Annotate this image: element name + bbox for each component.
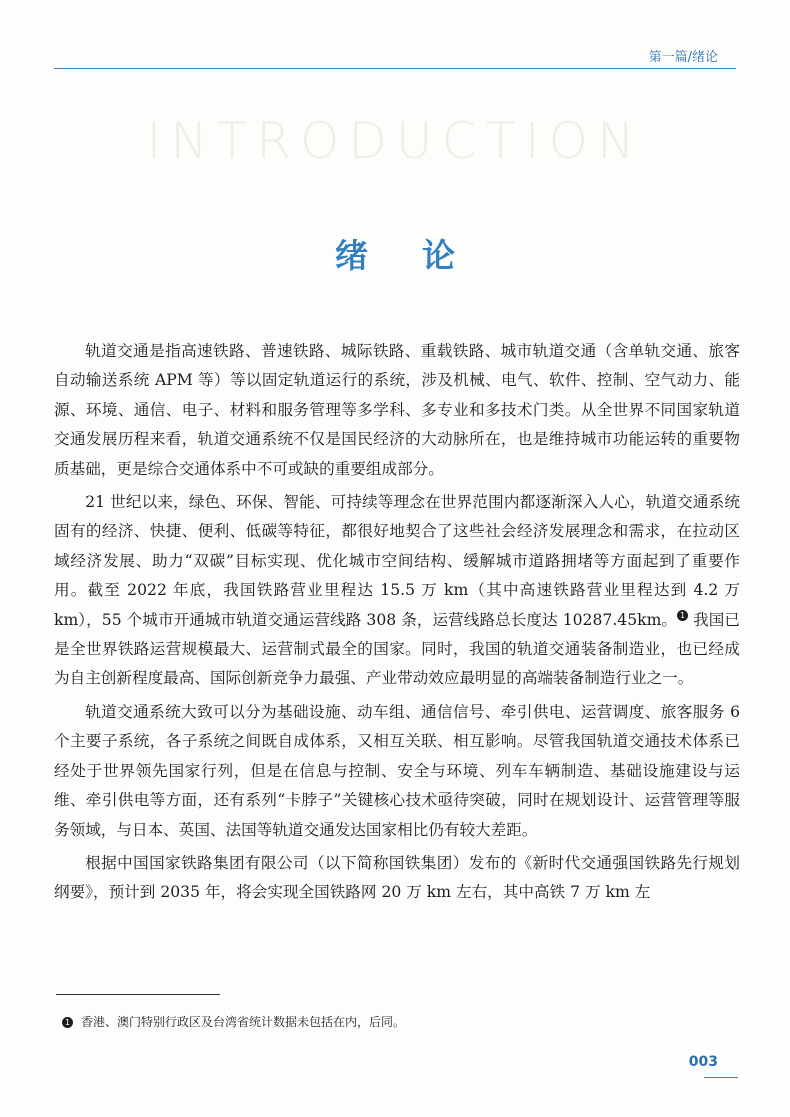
footnote-text: 香港、澳门特别行政区及台湾省统计数据未包括在内，后同。: [81, 1015, 406, 1029]
background-word: INTRODUCTION: [146, 112, 644, 170]
paragraph-3: 轨道交通系统大致可以分为基础设施、动车组、通信信号、牵引供电、运营调度、旅客服务 6 个主要子系统，各子系统之间既自成体系，又相互关联、相互影响。尽管我国轨道交通技术体系已经处于世界领先国家行列，但是在信息与控制、安全与环境、列车车辆制造、基础设施建设与运维、牵引供电等方面，还有系列“卡脖子”关键核心技术亟待突破，同时在规划设计、运营管理等服务领域，与日本、英国、法国等轨道交通发达国家相比仍有较大差距。: [54, 702, 740, 839]
page-number: 003: [688, 1054, 718, 1070]
running-header: 第一篇/绪论: [648, 50, 718, 65]
footnote-divider: [56, 994, 220, 995]
footnote-marker: 1: [677, 610, 688, 621]
footnote: [62, 1013, 405, 1030]
page-number-underline: [704, 1077, 738, 1078]
paragraph-2-text: 21 世纪以来，绿色、环保、智能、可持续等理念在世界范围内都逐渐深入人心，轨道交通系统固有的经济、快捷、便利、低碳等特征，都很好地契合了这些社会经济发展理念和需求，在拉动区域经济发展、助力“双碳”目标实现、优化城市空间结构、缓解城市道路拥堵等方面起到了重要作用。截至 2022 年底，我国铁路营业里程达 15.5 万 km（其中高速铁路营业里程达到 4.2 万 km），55 个城市开通城市轨道交通运营线路 308 条，运营线路总长度达 10287.45km。: [54, 493, 740, 629]
footnote-marker-bottom: 1: [62, 1017, 73, 1028]
page-title: 绪论: [335, 236, 509, 275]
paragraph-4: 根据中国国家铁路集团有限公司（以下简称国铁集团）发布的《新时代交通强国铁路先行规划纲要》，预计到 2035 年，将会实现全国铁路网 20 万 km 左右，其中高铁 7 万 km 左: [54, 853, 740, 902]
body-text: [54, 337, 740, 912]
paragraph-1: 轨道交通是指高速铁路、普速铁路、城际铁路、重载铁路、城市轨道交通（含单轨交通、旅客自动输送系统 APM 等）等以固定轨道运行的系统，涉及机械、电气、软件、控制、空气动力、能源、环境、通信、电子、材料和服务管理等多学科、多专业和多技术门类。从全世界不同国家轨道交通发展历程来看，轨道交通系统不仅是国民经济的大动脉所在，也是维持城市功能运转的重要物质基础，更是综合交通体系中不可或缺的重要组成部分。: [54, 342, 740, 478]
paragraph-2-continued: 我国已是全世界铁路运营规模最大、运营制式最全的国家。同时，我国的轨道交通装备制造业，也已经成为自主创新程度最高、国际创新竞争力最强、产业带动效应最明显的高端装备制造行业之一。: [54, 610, 740, 688]
header-divider: [54, 68, 736, 69]
paragraph-2: [54, 488, 740, 694]
